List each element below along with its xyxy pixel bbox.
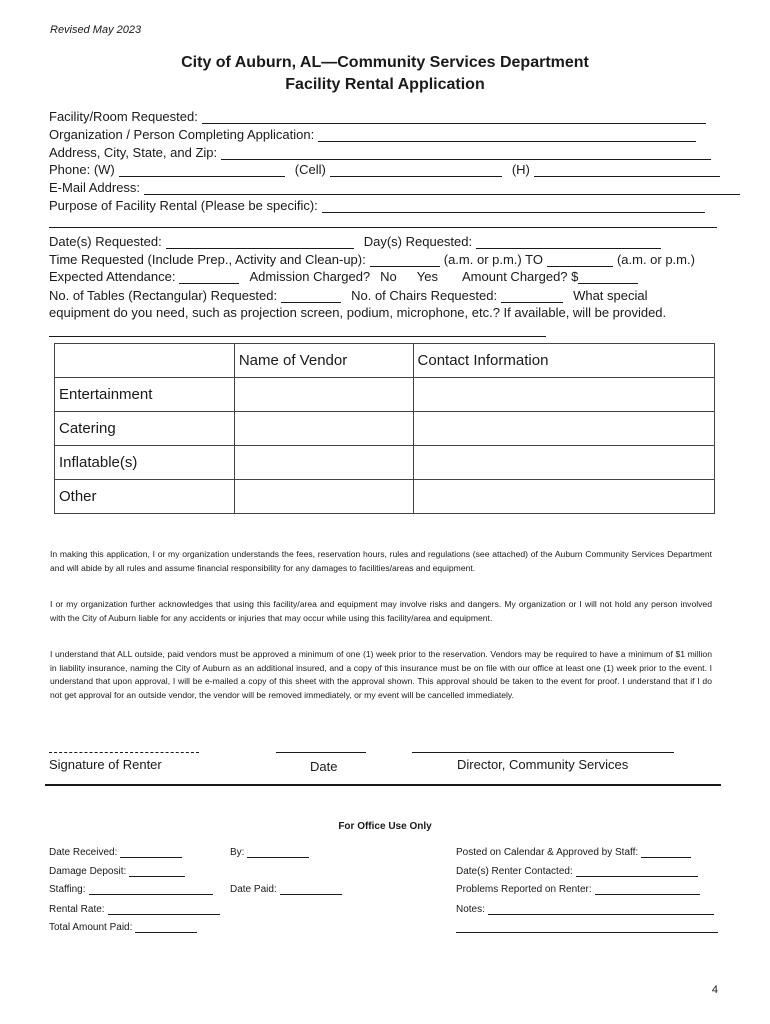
renter-signature-label: Signature of Renter: [49, 757, 162, 772]
special-label-a: What special: [573, 288, 648, 303]
vendor-table-header: [55, 344, 715, 378]
special-input[interactable]: [49, 336, 546, 337]
page-subtitle: Facility Rental Application: [285, 76, 485, 93]
email-label: E-Mail Address:: [49, 180, 141, 195]
attendance-label: Expected Attendance:: [49, 269, 176, 284]
special-field: [49, 305, 666, 320]
revised-date: Revised May 2023: [50, 24, 142, 36]
ampm-to-label: (a.m. or p.m.) TO: [443, 252, 543, 267]
terms-paragraph-2: I or my organization further acknowledges that using this facility/area and equipment may involve risks and dangers. My organization or I will not hold any person involved with the City of Auburn liable for any accidents or injuries that may occur while using this facility/area and equipment.: [50, 599, 712, 623]
total-paid-field[interactable]: [49, 922, 197, 933]
facility-label: Facility/Room Requested:: [49, 109, 198, 124]
facility-field[interactable]: [49, 109, 706, 124]
staffing-input[interactable]: [89, 886, 213, 895]
problems-field[interactable]: [456, 884, 700, 895]
vendor-contact-input[interactable]: [413, 412, 714, 446]
by-field[interactable]: [230, 847, 309, 858]
date-received-label: Date Received:: [49, 847, 118, 858]
dates-field[interactable]: [49, 234, 661, 249]
rental-rate-input[interactable]: [108, 906, 220, 915]
purpose-field[interactable]: [49, 198, 705, 213]
total-paid-input[interactable]: [135, 924, 197, 933]
purpose-input-line2[interactable]: [49, 227, 717, 228]
vendor-contact-input[interactable]: [413, 446, 714, 480]
phone-w-label: Phone: (W): [49, 162, 115, 177]
date-signature-line[interactable]: [276, 752, 366, 753]
renter-signature-line[interactable]: [49, 752, 199, 753]
time-start-input[interactable]: [370, 255, 440, 267]
director-signature-line[interactable]: [412, 752, 674, 753]
dates-input[interactable]: [166, 237, 354, 249]
problems-input[interactable]: [595, 886, 700, 895]
phone-w-input[interactable]: [119, 165, 285, 177]
director-signature-label: Director, Community Services: [457, 757, 629, 772]
phone-cell-input[interactable]: [330, 165, 502, 177]
email-field[interactable]: [49, 180, 740, 195]
vendor-name-input[interactable]: [234, 480, 413, 514]
vendor-header-contact: Contact Information: [413, 344, 714, 378]
page-title: City of Auburn, AL—Community Services Department: [181, 54, 589, 71]
tables-input[interactable]: [281, 291, 341, 303]
table-row: [55, 412, 715, 446]
time-label: Time Requested (Include Prep., Activity and Clean-up):: [49, 252, 366, 267]
table-row: [55, 378, 715, 412]
tables-label: No. of Tables (Rectangular) Requested:: [49, 288, 278, 303]
vendor-row-label: Catering: [55, 412, 235, 446]
time-end-input[interactable]: [547, 255, 613, 267]
section-divider: [45, 784, 721, 786]
chairs-label: No. of Chairs Requested:: [351, 288, 498, 303]
table-row: [55, 446, 715, 480]
attendance-input[interactable]: [179, 272, 239, 284]
vendor-row-label: Entertainment: [55, 378, 235, 412]
renter-contacted-input[interactable]: [576, 868, 698, 877]
vendor-header-name: Name of Vendor: [234, 344, 413, 378]
phone-h-label: (H): [511, 162, 530, 177]
damage-deposit-input[interactable]: [129, 868, 185, 877]
staffing-field[interactable]: [49, 884, 213, 895]
page-number: 4: [711, 984, 718, 996]
notes-input-line2[interactable]: [456, 932, 718, 933]
problems-label: Problems Reported on Renter:: [456, 884, 592, 895]
phone-field[interactable]: [49, 162, 720, 177]
days-label: Day(s) Requested:: [363, 234, 473, 249]
vendor-table: [54, 343, 715, 514]
admission-label: Admission Charged?: [249, 269, 371, 284]
damage-deposit-label: Damage Deposit:: [49, 866, 127, 877]
notes-label: Notes:: [456, 904, 485, 915]
posted-label: Posted on Calendar & Approved by Staff:: [456, 847, 639, 858]
damage-deposit-field[interactable]: [49, 866, 185, 877]
vendor-name-input[interactable]: [234, 378, 413, 412]
organization-field[interactable]: [49, 127, 696, 142]
date-signature-label: Date: [310, 759, 338, 774]
address-input[interactable]: [221, 148, 711, 160]
date-paid-input[interactable]: [280, 886, 342, 895]
organization-input[interactable]: [318, 130, 696, 142]
time-field[interactable]: [49, 252, 695, 267]
vendor-row-label: Other: [55, 480, 235, 514]
attendance-field[interactable]: [49, 269, 638, 284]
admission-yes-option[interactable]: Yes: [416, 269, 439, 284]
vendor-row-label: Inflatable(s): [55, 446, 235, 480]
office-use-title: For Office Use Only: [338, 821, 432, 832]
table-row: [55, 480, 715, 514]
renter-contacted-label: Date(s) Renter Contacted:: [456, 866, 573, 877]
vendor-contact-input[interactable]: [413, 378, 714, 412]
days-input[interactable]: [476, 237, 661, 249]
special-label-b: equipment do you need, such as projection screen, podium, microphone, etc.? If available, will be provided.: [49, 305, 667, 320]
date-paid-label: Date Paid:: [230, 884, 277, 895]
vendor-contact-input[interactable]: [413, 480, 714, 514]
facility-input[interactable]: [202, 112, 706, 124]
chairs-input[interactable]: [501, 291, 563, 303]
posted-field[interactable]: [456, 847, 691, 858]
staffing-label: Staffing:: [49, 884, 86, 895]
amount-label: Amount Charged? $: [462, 269, 579, 284]
amount-input[interactable]: [578, 272, 638, 284]
phone-h-input[interactable]: [534, 165, 720, 177]
vendor-header-blank: [55, 344, 235, 378]
vendor-name-input[interactable]: [234, 446, 413, 480]
admission-no-option[interactable]: No: [380, 269, 397, 284]
notes-input[interactable]: [488, 906, 714, 915]
email-input[interactable]: [144, 183, 740, 195]
vendor-name-input[interactable]: [234, 412, 413, 446]
address-field[interactable]: [49, 145, 711, 160]
terms-paragraph-3: I understand that ALL outside, paid vendors must be approved a minimum of one (1) week prior to the reservation. Vendors may be required to have a minimum of $1 million in liability insurance, naming the City of Auburn as an additional insured, and a copy of this insurance must be on file with our office at least one (1) week prior to the event. I understand that upon approval, I will be e-mailed a copy of this sheet with the approval shown. This approval should be taken to the event for proof. I understand that if I do not get approval for an outside vendor, the vendor will be removed immediately, or my event will be cancelled immediately.: [50, 649, 712, 700]
organization-label: Organization / Person Completing Application:: [49, 127, 315, 142]
rental-rate-label: Rental Rate:: [49, 904, 105, 915]
purpose-input[interactable]: [322, 201, 705, 213]
terms-paragraph-1: In making this application, I or my organization understands the fees, reservation hours, rules and regulations (see attached) of the Auburn Community Services Department and will abide by all rules and assume financial responsibility for any damages to facilities/areas and equipment.: [50, 549, 712, 573]
date-paid-field[interactable]: [230, 884, 342, 895]
date-received-field[interactable]: [49, 847, 182, 858]
ampm-label: (a.m. or p.m.): [616, 252, 695, 267]
tables-field[interactable]: [49, 288, 648, 303]
dates-label: Date(s) Requested:: [49, 234, 162, 249]
posted-input[interactable]: [641, 849, 691, 858]
notes-field[interactable]: [456, 904, 714, 915]
renter-contacted-field[interactable]: [456, 866, 698, 877]
by-label: By:: [230, 847, 245, 858]
by-input[interactable]: [247, 849, 309, 858]
rental-rate-field[interactable]: [49, 904, 220, 915]
address-label: Address, City, State, and Zip:: [49, 145, 218, 160]
total-paid-label: Total Amount Paid:: [49, 922, 133, 933]
date-received-input[interactable]: [120, 849, 182, 858]
phone-cell-label: (Cell): [294, 162, 326, 177]
purpose-label: Purpose of Facility Rental (Please be specific):: [49, 198, 318, 213]
